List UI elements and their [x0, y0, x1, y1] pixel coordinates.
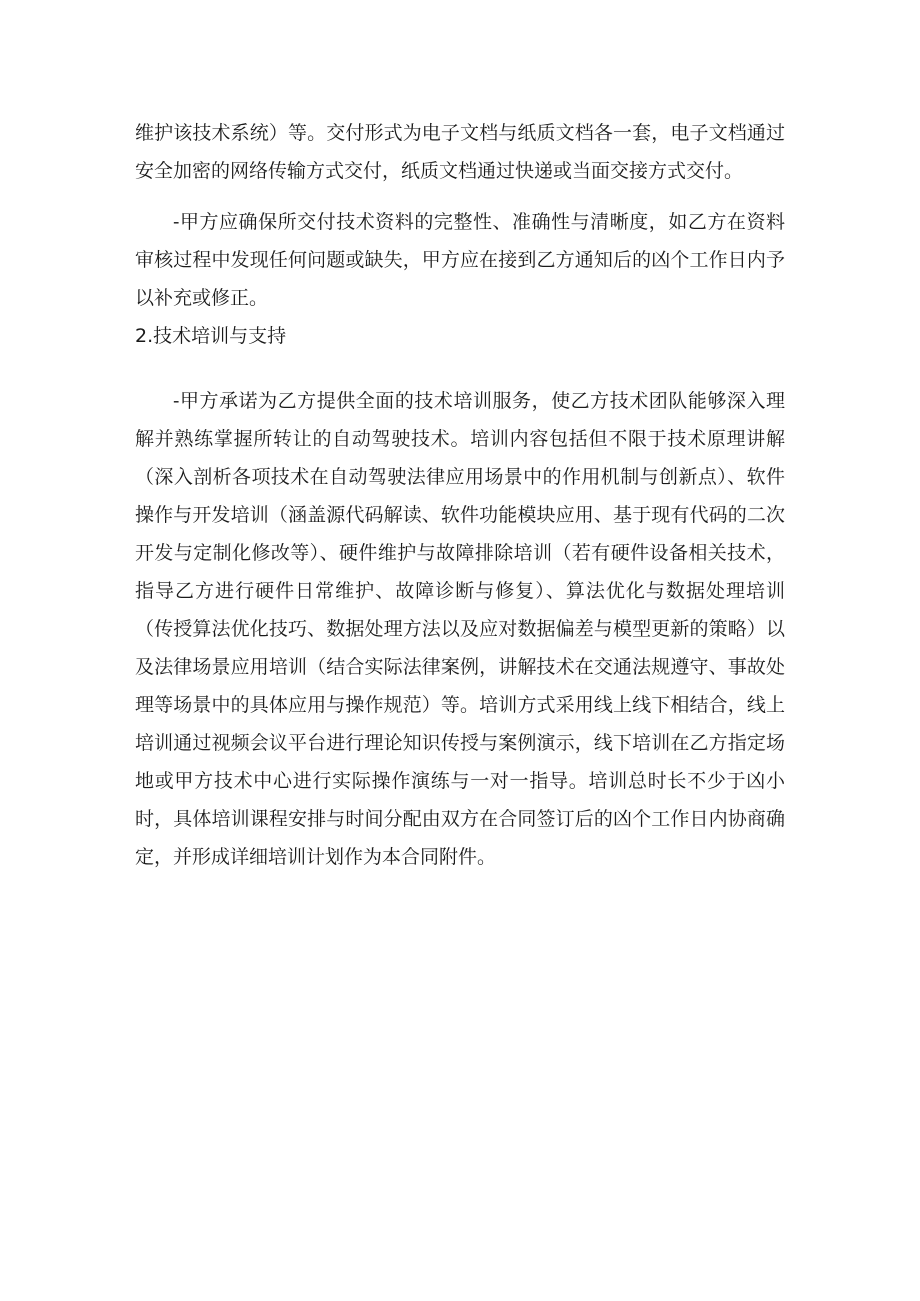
paragraph-training-details: -甲方承诺为乙方提供全面的技术培训服务，使乙方技术团队能够深入理解并熟练掌握所转让的自动驾驶技术。培训内容包括但不限于技术原理讲解（深入剖析各项技术在自动驾驶法律应用场景中的作用机制与创新点）、软件操作与开发培训（涵盖源代码解读、软件功能模块应用、基于现有代码的二次开发与定制化修改等）、硬件维护与故障排除培训（若有硬件设备相关技术，指导乙方进行硬件日常维护、故障诊断与修复）、算法优化与数据处理培训（传授算法优化技巧、数据处理方法以及应对数据偏差与模型更新的策略）以及法律场景应用培训（结合实际法律案例，讲解技术在交通法规遵守、事故处理等场景中的具体应用与操作规范）等。培训方式采用线上线下相结合，线上培训通过视频会议平台进行理论知识传授与案例演示，线下培训在乙方指定场地或甲方技术中心进行实际操作演练与一对一指导。培训总时长不少于凶小时，具体培训课程安排与时间分配由双方在合同签订后的凶个工作日内协商确定，并形成详细培训计划作为本合同附件。	[135, 390, 785, 868]
paragraph-data-integrity: -甲方应确保所交付技术资料的完整性、准确性与清晰度，如乙方在资料审核过程中发现任何问题或缺失，甲方应在接到乙方通知后的凶个工作日内予以补充或修正。	[135, 211, 785, 309]
document-body	[135, 114, 785, 876]
section-heading-training: 2.技术培训与支持	[135, 325, 287, 347]
paragraph-delivery-format: 维护该技术系统）等。交付形式为电子文档与纸质文档各一套，电子文档通过安全加密的网络传输方式交付，纸质文档通过快递或当面交接方式交付。	[135, 122, 785, 182]
